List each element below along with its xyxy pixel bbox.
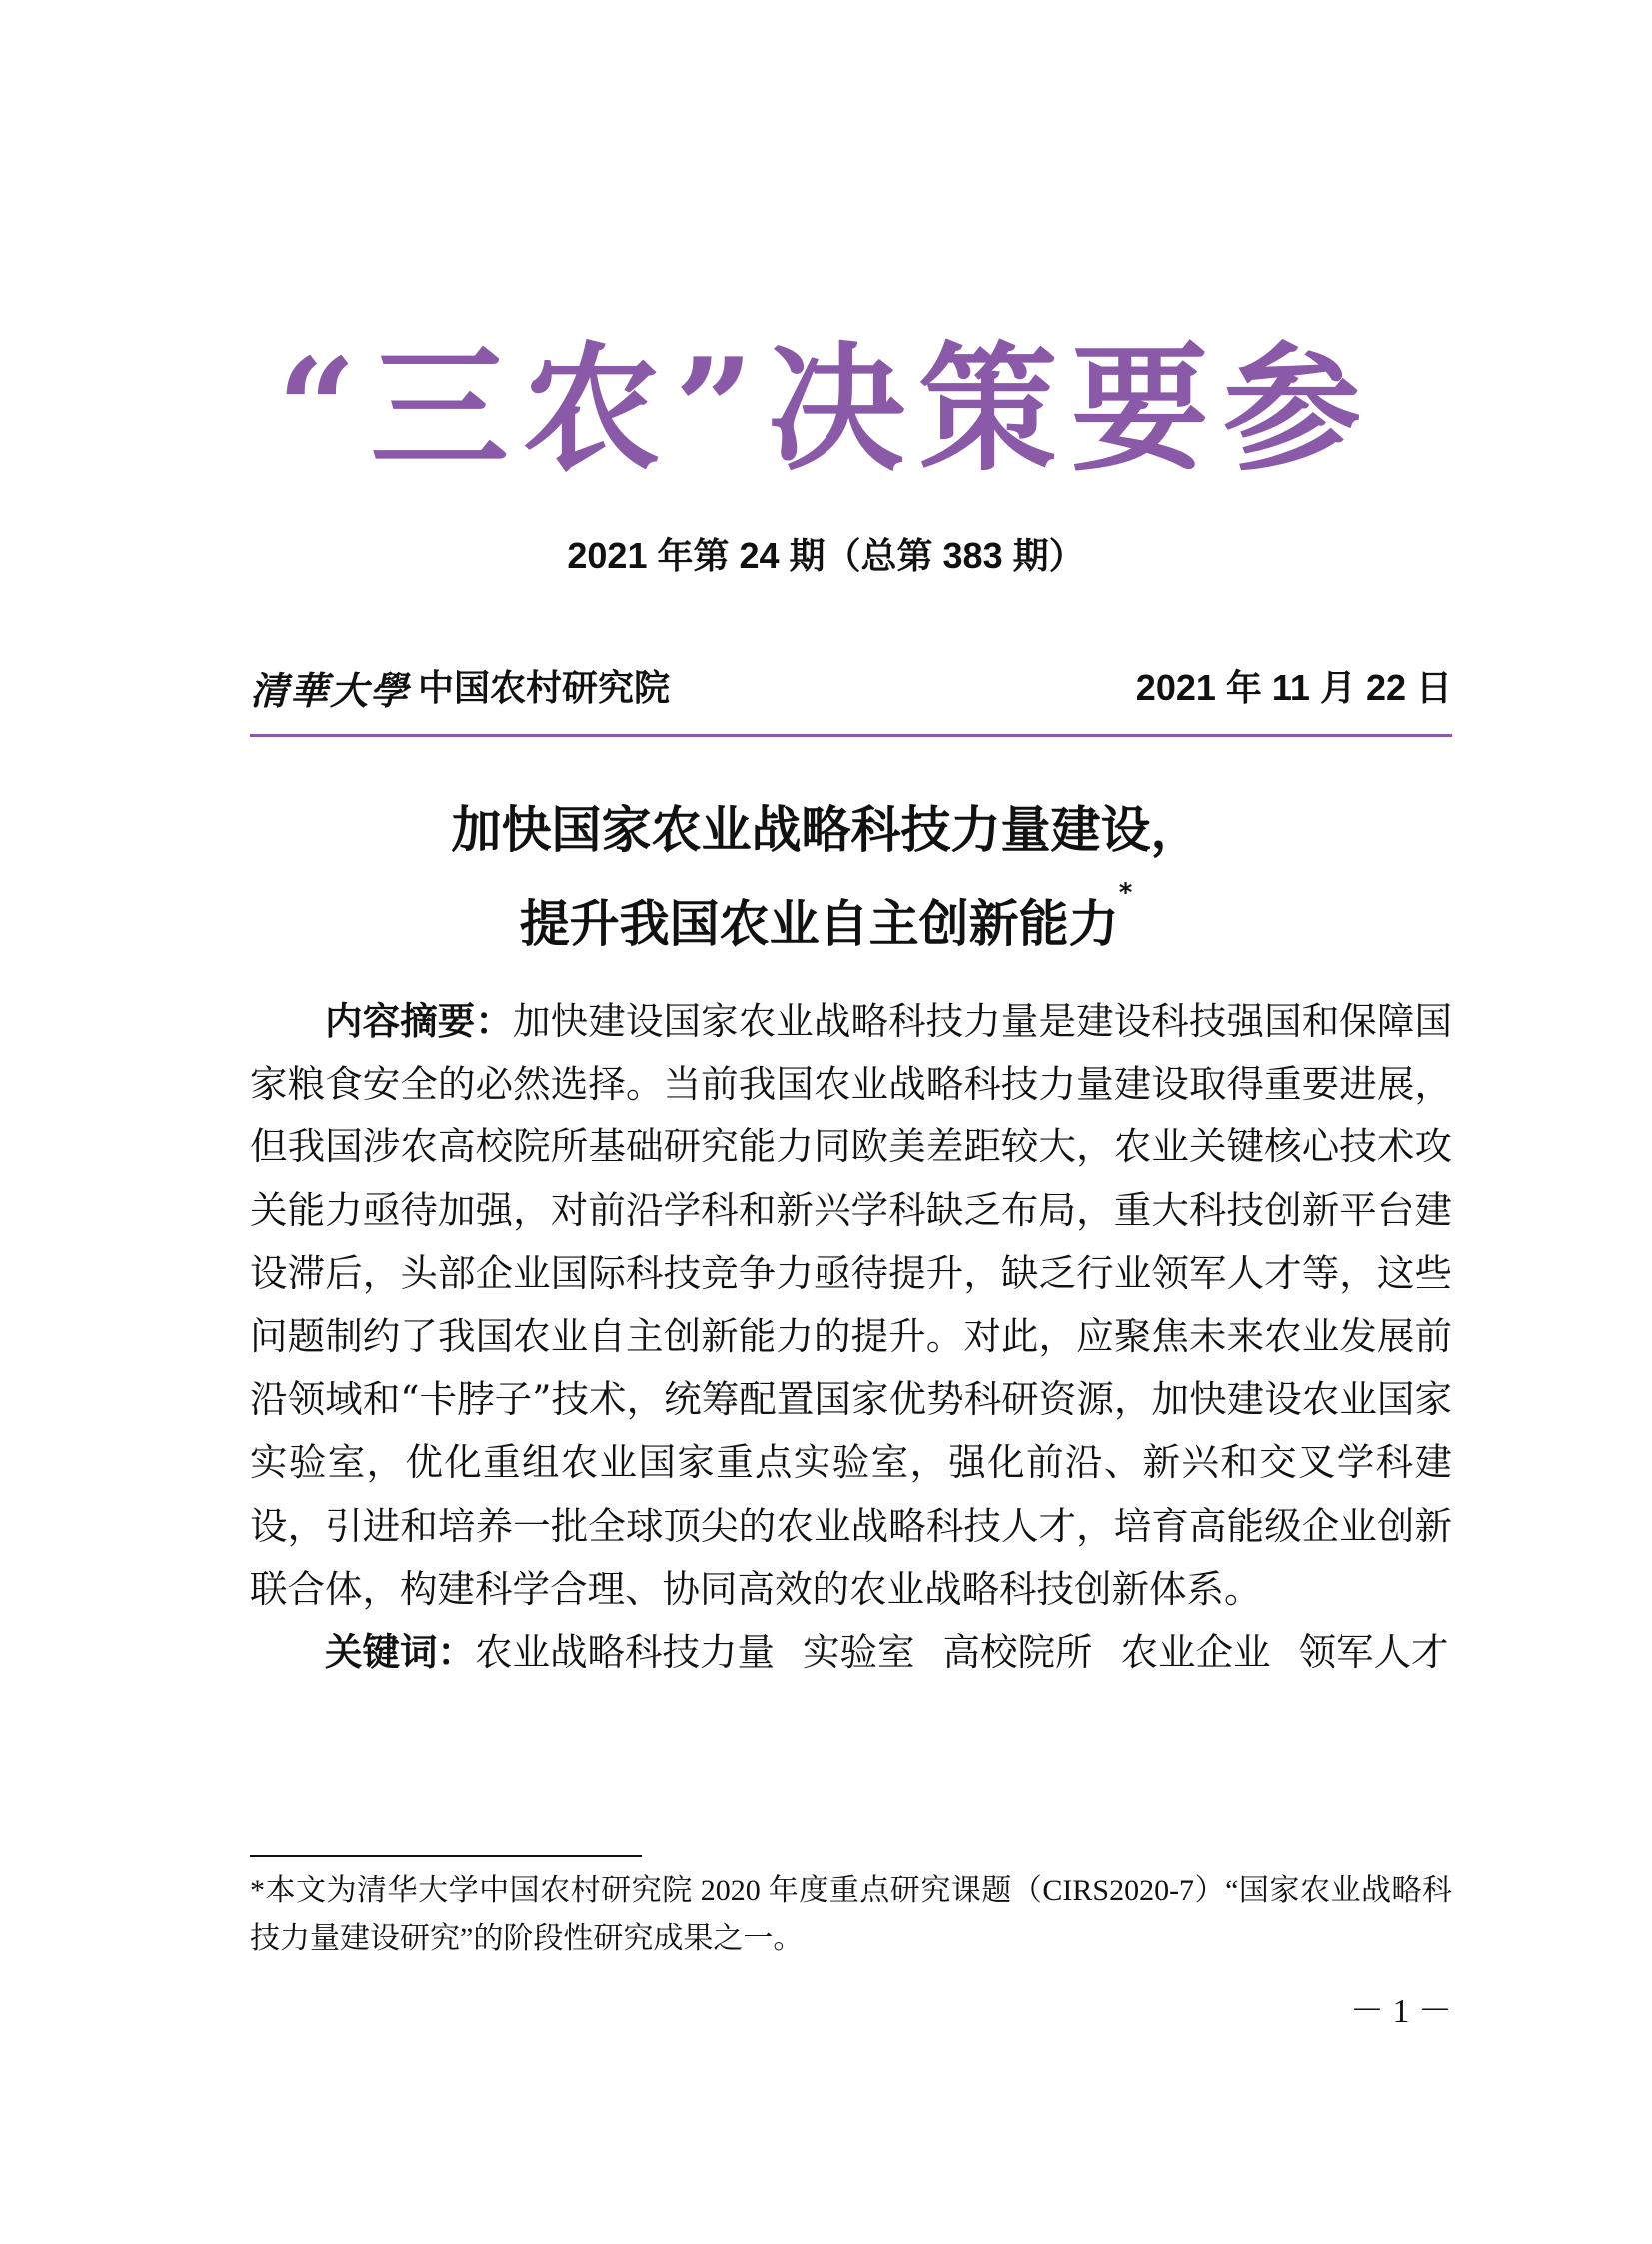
publication-date: 2021 年 11 月 22 日 bbox=[1135, 667, 1452, 708]
footnote-divider bbox=[250, 1855, 642, 1857]
abstract-text: 加快建设国家农业战略科技力量是建设科技强国和保障国家粮食安全的必然选择。当前我国农业战略科技力量建设取得重要进展，但我国涉农高校院所基础研究能力同欧美差距较大，农业关键核心技术攻关能力亟待加强，对前沿学科和新兴学科缺乏布局，重大科技创新平台建设滞后，头部企业国际科技竞争力亟待提升，缺乏行业领军人才等，这些问题制约了我国农业自主创新能力的提升。对此，应聚焦未来农业发展前沿领域和“卡脖子”技术，统筹配置国家优势科研资源，加快建设农业国家实验室，优化重组农业国家重点实验室，强化前沿、新兴和交叉学科建设，引进和培养一批全球顶尖的农业战略科技人才，培育高能级企业创新联合体，构建科学合理、协同高效的农业战略科技创新体系。 bbox=[250, 999, 1453, 1611]
masthead-title: “三农”决策要参 bbox=[277, 327, 1375, 490]
article-title-text: 提升我国农业自主创新能力 bbox=[519, 895, 1119, 953]
keyword: 农业企业 bbox=[1120, 1630, 1271, 1675]
footnote-marker: * bbox=[1118, 878, 1133, 908]
university-logo: 清華大學 bbox=[250, 668, 411, 713]
article-title-line-2 bbox=[0, 878, 1652, 956]
header-divider bbox=[250, 734, 1452, 737]
keyword: 高校院所 bbox=[942, 1630, 1093, 1675]
footnote-text: *本文为清华大学中国农村研究院 2020 年度重点研究课题（CIRS2020-7）“国家农业战略科技力量建设研究”的阶段性研究成果之一。 bbox=[250, 1874, 1452, 1955]
abstract-section bbox=[250, 990, 1452, 1684]
abstract-paragraph bbox=[250, 990, 1452, 1621]
keywords-paragraph bbox=[250, 1621, 1452, 1684]
publisher-row bbox=[250, 660, 1452, 716]
keywords-label: 关键词： bbox=[325, 1630, 475, 1675]
abstract-label: 内容摘要： bbox=[325, 999, 514, 1043]
keyword: 实验室 bbox=[803, 1630, 915, 1675]
institute-name: 中国农村研究院 bbox=[418, 667, 671, 709]
keyword: 领军人才 bbox=[1298, 1630, 1449, 1675]
article-title-line-1: 加快国家农业战略科技力量建设， bbox=[451, 801, 1201, 859]
keyword: 农业战略科技力量 bbox=[475, 1630, 775, 1675]
page-number: － 1 － bbox=[1350, 1993, 1452, 2030]
issue-number: 2021 年第 24 期（总第 383 期） bbox=[567, 535, 1085, 576]
